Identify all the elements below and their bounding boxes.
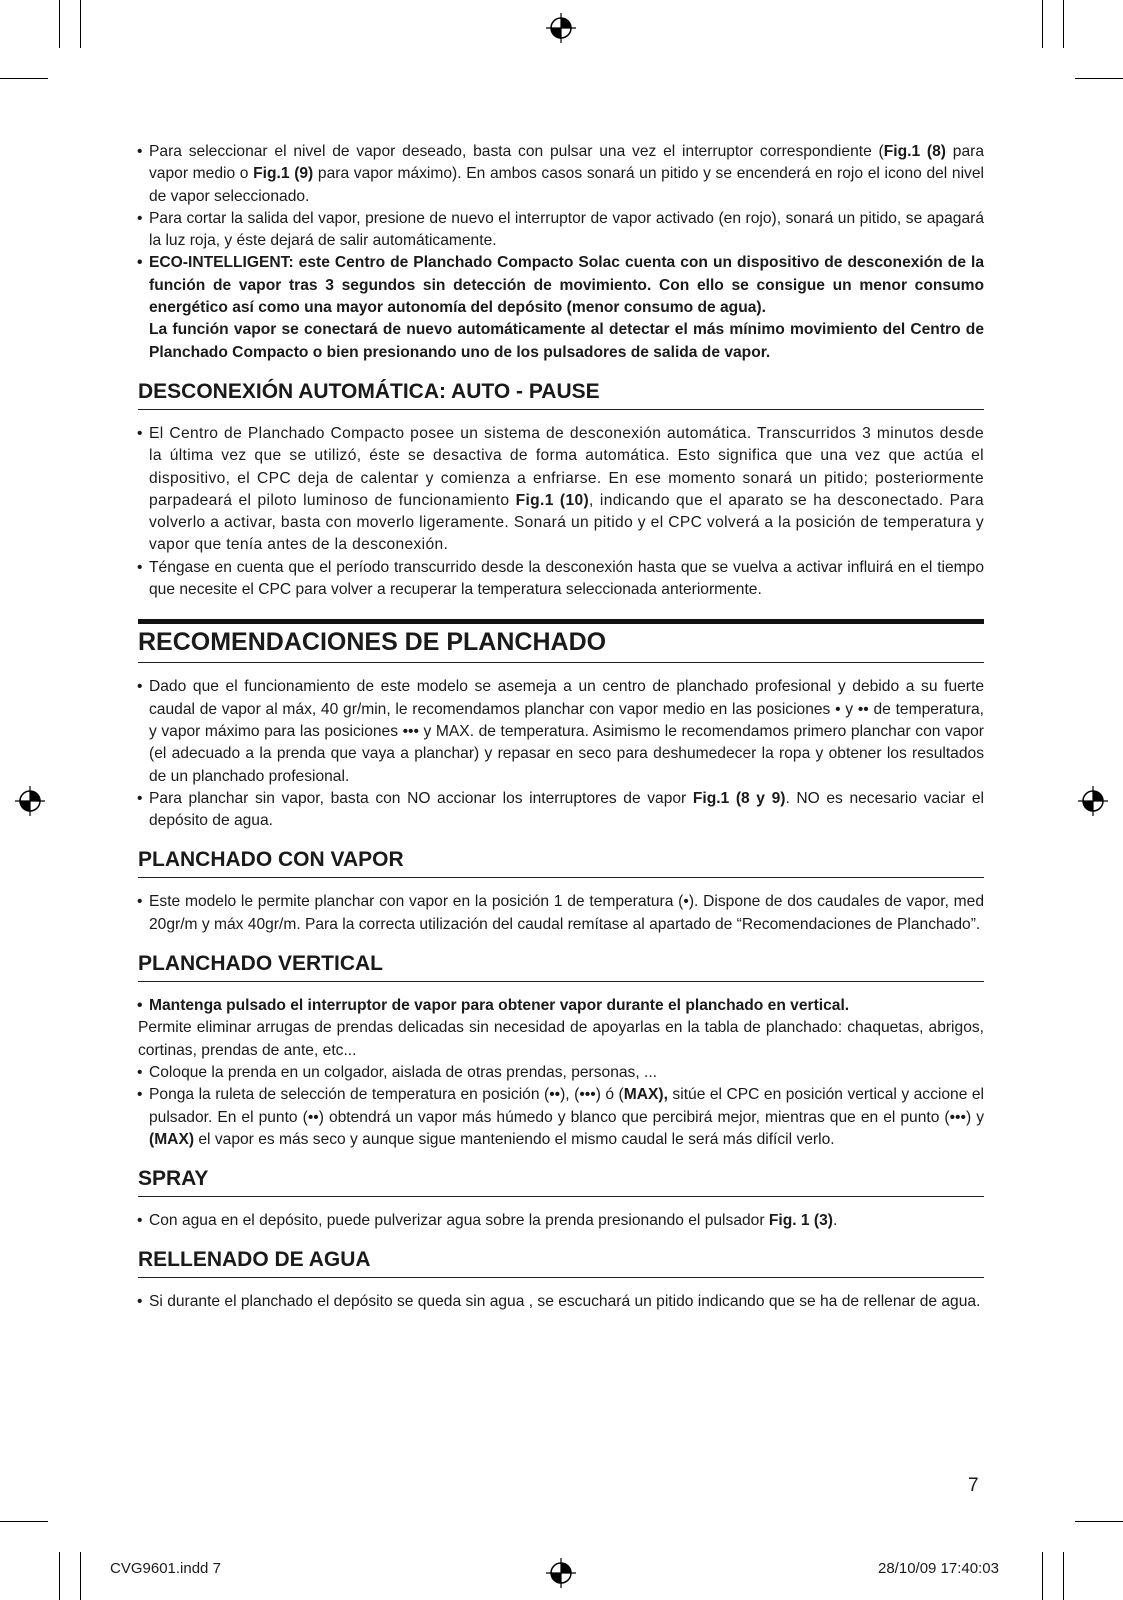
intro-bullet-steam-level: • Para seleccionar el nivel de vapor deseado, basta con pulsar una vez el interruptor correspondiente (Fig.1 (8) para vapor medio o Fig.1 (9) para vapor máximo). En ambos casos sonará un pitido y se encenderá en rojo el icono del nivel de vapor seleccionado. bbox=[138, 141, 984, 208]
auto-pause-bullet: • El Centro de Planchado Compacto posee un sistema de desconexión automática. Transcurridos 3 minutos desde la última vez que se utilizó, éste se desactiva de forma automática. Esto significa que una vez que actúa el dispositivo, el CPC deja de calentar y comienza a enfriarse. En ese momento sonará un pitido; posteriormente parpadeará el piloto luminoso de funcionamiento Fig.1 (10), indicando que el aparato se ha desconectado. Para volverlo a activar, basta con moverlo ligeramente. Sonará un pitido y el CPC volverá a la posición de temperatura y vapor que tenía antes de la desconexión. bbox=[138, 423, 984, 557]
intro-bullet-steam-off: • Para cortar la salida del vapor, presione de nuevo el interruptor de vapor activado (en rojo), sonará un pitido, se apagará la luz roja, y éste dejará de salir automáticamente. bbox=[138, 208, 984, 253]
section-heading-water-refill: RELLENADO DE AGUA bbox=[138, 1247, 984, 1278]
section-heading-spray: SPRAY bbox=[138, 1166, 984, 1197]
crop-mark bbox=[59, 1552, 60, 1600]
spray-bullet: • Con agua en el depósito, puede pulverizar agua sobre la prenda presionando el pulsador Fig. 1 (3). bbox=[138, 1210, 984, 1232]
crop-mark bbox=[59, 0, 60, 48]
auto-pause-note-bullet: • Téngase en cuenta que el período transcurrido desde la desconexión hasta que se vuelva a activar influirá en el tiempo que necesite el CPC para volver a recuperar la temperatura seleccionada anteriormente. bbox=[138, 557, 984, 602]
registration-mark-icon bbox=[546, 13, 576, 43]
section-heading-steam-ironing: PLANCHADO CON VAPOR bbox=[138, 847, 984, 878]
water-refill-bullet: • Si durante el planchado el depósito se queda sin agua , se escuchará un pitido indicando que se ha de rellenar de agua. bbox=[138, 1291, 984, 1313]
no-steam-bullet: • Para planchar sin vapor, basta con NO accionar los interruptores de vapor Fig.1 (8 y 9). NO es necesario vaciar el depósito de agua. bbox=[138, 788, 984, 833]
crop-mark bbox=[1075, 78, 1123, 79]
vertical-hanger-bullet: • Coloque la prenda en un colgador, aislada de otras prendas, personas, ... bbox=[138, 1062, 984, 1084]
crop-mark bbox=[1063, 0, 1064, 48]
crop-mark bbox=[1075, 1521, 1123, 1522]
recommendations-bullet: • Dado que el funcionamiento de este modelo se asemeja a un centro de planchado profesional y debido a su fuerte caudal de vapor al máx, 40 gr/min, le recomendamos planchar con vapor medio en las posiciones • y •• de temperatura, y vapor máximo para las posiciones ••• y MAX. de temperatura. Asimismo le recomendamos primero planchar con vapor (el adecuado a la prenda que vaya a planchar) y repasar en seco para deshumedecer la ropa y obtener los resultados de un planchado profesional. bbox=[138, 676, 984, 787]
section-heading-recommendations: RECOMENDACIONES DE PLANCHADO bbox=[138, 619, 984, 663]
steam-ironing-bullet: • Este modelo le permite planchar con vapor en la posición 1 de temperatura (•). Dispone de dos caudales de vapor, med 20gr/m y máx 40gr/m. Para la correcta utilización del caudal remítase al apartado de “Recomendaciones de Planchado”. bbox=[138, 891, 984, 936]
page-content bbox=[138, 141, 984, 1314]
slug-file-name: CVG9601.indd 7 bbox=[110, 1560, 221, 1577]
eco-intelligent-continuation: La función vapor se conectará de nuevo automáticamente al detectar el más mínimo movimiento del Centro de Planchado Compacto o bien presionando uno de los pulsadores de salida de vapor. bbox=[149, 321, 984, 361]
crop-mark bbox=[1063, 1552, 1064, 1600]
crop-mark bbox=[1042, 1552, 1043, 1600]
crop-mark bbox=[0, 1521, 48, 1522]
registration-mark-icon bbox=[1078, 786, 1108, 816]
page-number: 7 bbox=[968, 1475, 979, 1496]
crop-mark bbox=[0, 78, 48, 79]
crop-mark bbox=[80, 0, 81, 48]
crop-mark bbox=[1042, 0, 1043, 48]
eco-intelligent-bullet: • ECO-INTELLIGENT: este Centro de Planchado Compacto Solac cuenta con un dispositivo de desconexión de la función de vapor tras 3 segundos sin detección de movimiento. Con ello se consigue un menor consumo energético así como una mayor autonomía del depósito (menor consumo de agua). bbox=[138, 252, 984, 319]
vertical-temperature-bullet: • Ponga la ruleta de selección de temperatura en posición (••), (•••) ó (MAX), sitúe el CPC en posición vertical y accione el pulsador. En el punto (••) obtendrá un vapor más húmedo y blanco que percibirá mejor, mientras que en el punto (•••) y (MAX) el vapor es más seco y aunque sigue manteniendo el mismo caudal le será más difícil verlo. bbox=[138, 1084, 984, 1151]
registration-mark-icon bbox=[15, 786, 45, 816]
vertical-bold-bullet: • Mantenga pulsado el interruptor de vapor para obtener vapor durante el planchado en vertical. bbox=[138, 995, 984, 1017]
vertical-paragraph: Permite eliminar arrugas de prendas delicadas sin necesidad de apoyarlas en la tabla de planchado: chaquetas, abrigos, cortinas, prendas de ante, etc... bbox=[138, 1019, 984, 1059]
crop-mark bbox=[80, 1552, 81, 1600]
slug-timestamp: 28/10/09 17:40:03 bbox=[878, 1560, 999, 1577]
section-heading-vertical-ironing: PLANCHADO VERTICAL bbox=[138, 951, 984, 982]
registration-mark-icon bbox=[546, 1558, 576, 1588]
section-heading-auto-pause: DESCONEXIÓN AUTOMÁTICA: AUTO - PAUSE bbox=[138, 379, 984, 410]
